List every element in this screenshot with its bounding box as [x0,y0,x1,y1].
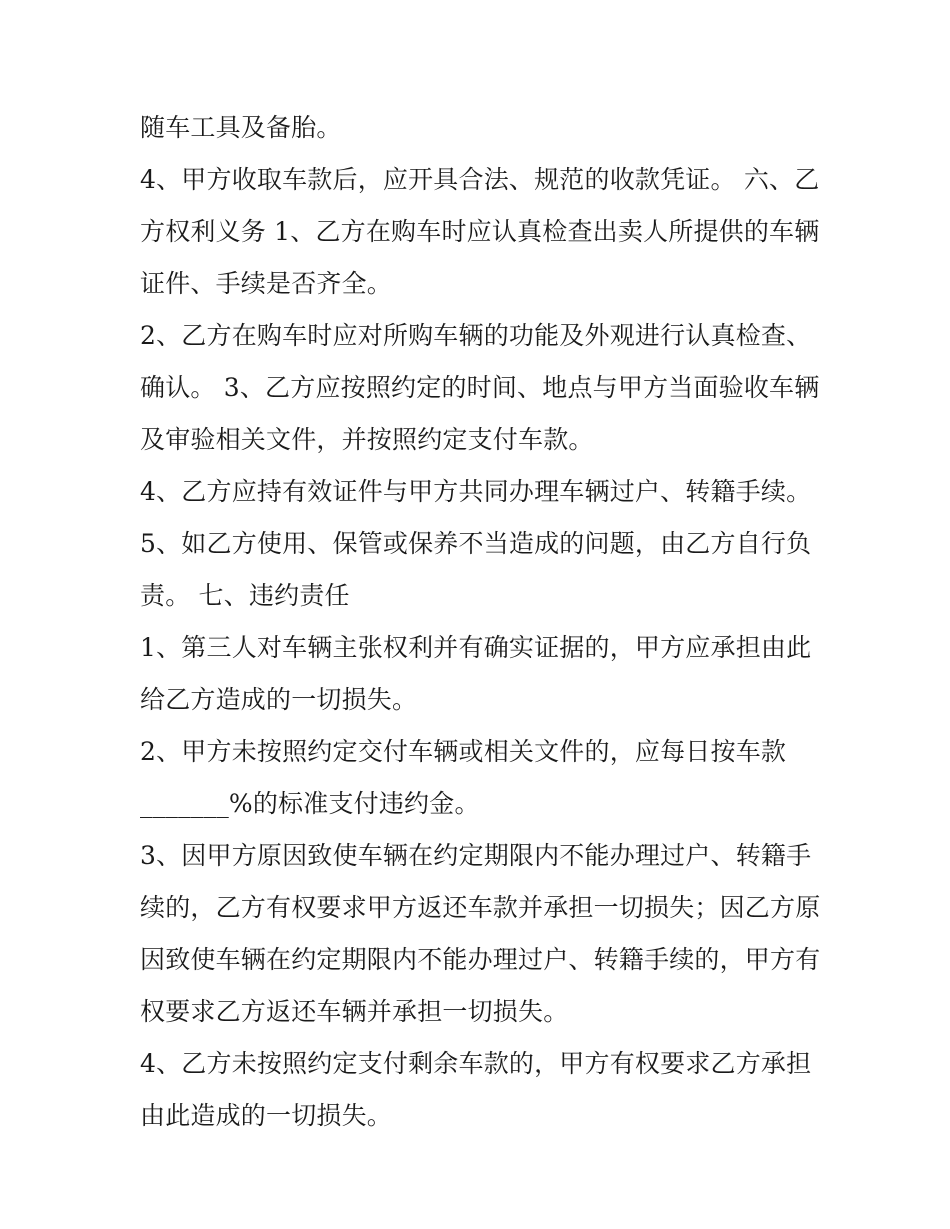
text-line: 确认。 3、乙方应按照约定的时间、地点与甲方当面验收车辆 [140,373,820,402]
text-line: 1、第三人对车辆主张权利并有确实证据的，甲方应承担由此 [140,633,812,662]
text-line: 随车工具及备胎。 [140,113,342,142]
text-line: 由此造成的一切损失。 [140,1101,393,1130]
text-line: 4、甲方收取车款后，应开具合法、规范的收款凭证。 六、乙 [140,165,820,194]
text-line: 及审验相关文件，并按照约定支付车款。 [140,425,594,454]
text-line: 权要求乙方返还车辆并承担一切损失。 [140,997,569,1026]
text-line: 3、因甲方原因致使车辆在约定期限内不能办理过户、转籍手 [140,841,812,870]
text-line: 续的，乙方有权要求甲方返还车款并承担一切损失；因乙方原 [140,893,821,922]
text-line: 给乙方造成的一切损失。 [140,685,418,714]
text-line: 2、乙方在购车时应对所购车辆的功能及外观进行认真检查、 [140,321,812,350]
text-line: 证件、手续是否齐全。 [140,269,393,298]
text-line: 因致使车辆在约定期限内不能办理过户、转籍手续的，甲方有 [140,945,821,974]
text-line: 责。 七、违约责任 [140,581,350,610]
text-line: _______%的标准支付违约金。 [140,789,480,818]
text-line: 方权利义务 1、乙方在购车时应认真检查出卖人所提供的车辆 [140,217,820,246]
text-line: 4、乙方应持有效证件与甲方共同办理车辆过户、转籍手续。 [140,477,812,506]
text-line: 5、如乙方使用、保管或保养不当造成的问题，由乙方自行负 [140,529,812,558]
text-line: 2、甲方未按照约定交付车辆或相关文件的，应每日按车款 [140,737,787,766]
text-line: 4、乙方未按照约定支付剩余车款的，甲方有权要求乙方承担 [140,1049,812,1078]
